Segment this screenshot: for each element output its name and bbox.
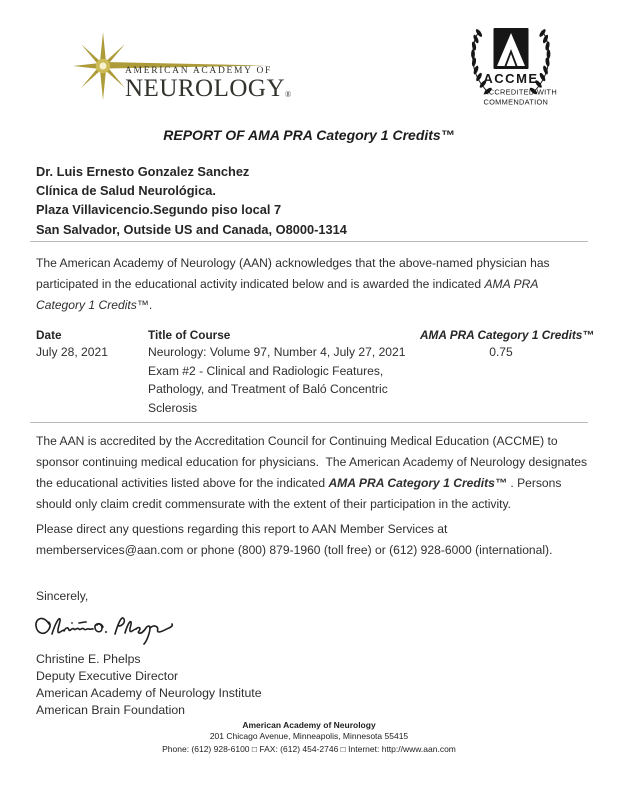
accme-caption-line2: COMMENDATION	[483, 97, 549, 107]
salutation: Sincerely,	[36, 588, 89, 603]
recipient-name: Dr. Luis Ernesto Gonzalez Sanchez	[36, 164, 250, 179]
aan-wordmark	[125, 66, 291, 102]
footer	[0, 720, 618, 755]
credits-table-header	[36, 327, 595, 343]
signer-org-institute: American Academy of Neurology Institute	[36, 685, 262, 700]
intro-paragraph: The American Academy of Neurology (AAN) acknowledges that the above-named physician has participated in the educational activity indicated below and is awarded the indicated AMA PRA Category 1 Credits™.	[36, 255, 553, 312]
footer-contact: Phone: (612) 928-6100 □ FAX: (612) 454-2746 □ Internet: http://www.aan.com	[162, 743, 456, 754]
table-row	[36, 343, 582, 418]
registered-mark: ®	[285, 90, 292, 99]
header-course: Title of Course	[148, 327, 231, 342]
header-credits: AMA PRA Category 1 Credits™	[420, 327, 595, 342]
recipient-city-line: San Salvador, Outside US and Canada, O8000-1314	[36, 221, 347, 237]
footer-address: 201 Chicago Avenue, Minneapolis, Minnesota 55415	[209, 730, 409, 741]
accme-acronym: ACCME	[483, 71, 539, 86]
divider-bottom	[30, 422, 588, 423]
footer-org: American Academy of Neurology	[242, 719, 376, 730]
document-title: REPORT OF AMA PRA Category 1 Credits™	[163, 127, 455, 143]
contact-paragraph: Please direct any questions regarding this report to AAN Member Services at memberservices@aan.com or phone (800) 879-1960 (toll free) or (612) 928-6000 (international).	[36, 521, 553, 557]
aan-wordmark-line2: NEUROLOGY®	[125, 75, 292, 102]
signer-name: Christine E. Phelps	[36, 651, 141, 666]
recipient-address: Plaza Villavicencio.Segundo piso local 7	[36, 202, 282, 218]
cell-course: Neurology: Volume 97, Number 4, July 27, 2021 Exam #2 - Clinical and Radiologic Features, Pathology, and Treatment of Baló Concentric Sclerosis	[148, 344, 406, 415]
signer-org-foundation: American Brain Foundation	[36, 702, 186, 717]
credits-table	[36, 327, 595, 418]
accreditation-paragraph: The AAN is accredited by the Accreditation Council for Continuing Medical Education (ACCME) to sponsor continuing medical education for physicians. The American Academy of Neurology designates the educational activities listed above for the indicated AMA PRA Category 1 Credits™ . Persons should only claim credit commensurate with the extent of their participation in the activity.	[36, 433, 591, 511]
signer-title: Deputy Executive Director	[36, 668, 179, 683]
document-header	[0, 0, 618, 118]
aan-logo	[45, 24, 345, 112]
divider-top	[30, 241, 588, 242]
accme-laurel-icon	[458, 28, 576, 114]
accme-caption-line1: ACCREDITED WITH	[483, 87, 557, 97]
aan-wordmark-line1: AMERICAN ACADEMY OF	[125, 66, 273, 76]
signature-image	[33, 612, 183, 650]
header-date: Date	[36, 327, 62, 342]
accme-logo	[458, 28, 576, 119]
recipient-organization: Clínica de Salud Neurológica.	[36, 183, 216, 199]
cell-credits: 0.75	[489, 344, 513, 359]
recipient-block	[36, 162, 582, 239]
signer-block	[36, 651, 582, 719]
cell-date: July 28, 2021	[36, 344, 108, 359]
